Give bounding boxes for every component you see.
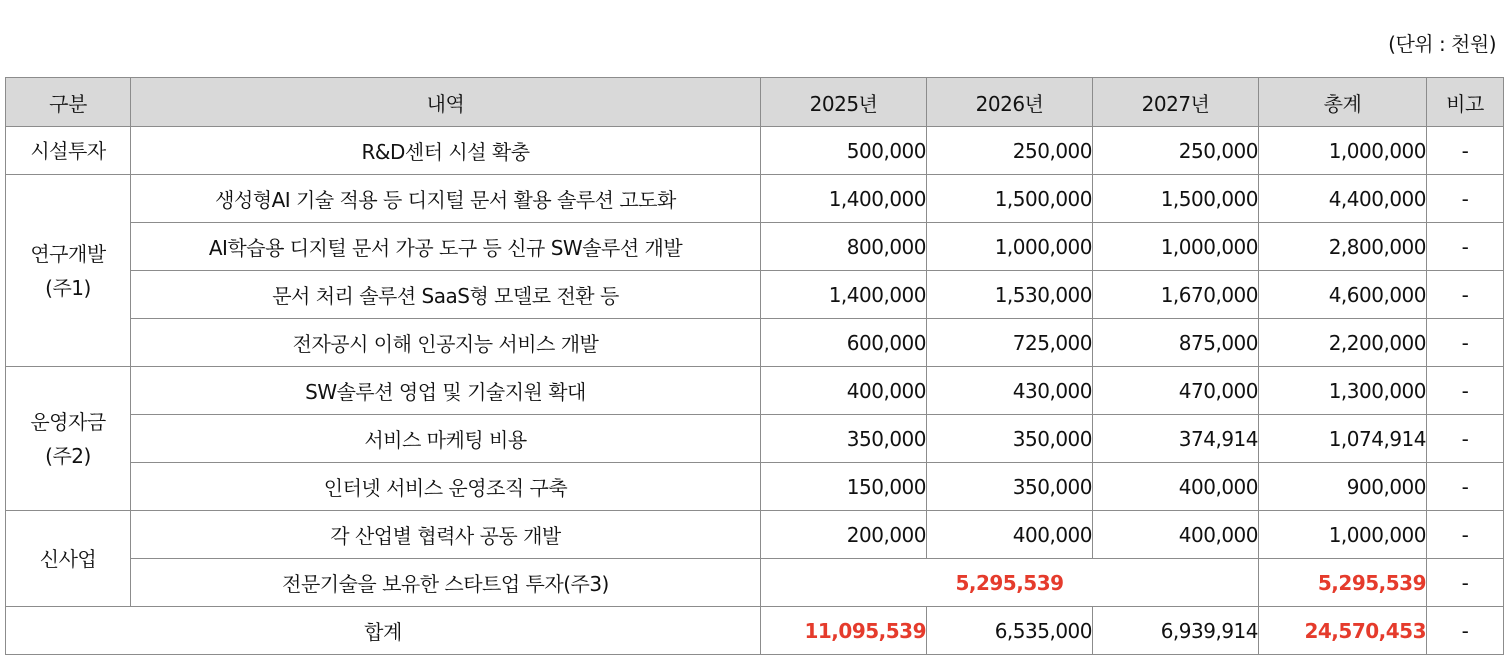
row-2026: 400,000 (927, 511, 1093, 559)
header-total: 총계 (1259, 78, 1427, 127)
sum-remark: - (1427, 607, 1504, 655)
table-row (6, 415, 1504, 463)
row-detail: AI학습용 디지털 문서 가공 도구 등 신규 SW솔루션 개발 (131, 223, 761, 271)
row-total: 2,200,000 (1259, 319, 1427, 367)
row-total: 4,400,000 (1259, 175, 1427, 223)
row-total: 1,300,000 (1259, 367, 1427, 415)
table-row (6, 511, 1504, 559)
row-2027: 400,000 (1093, 463, 1259, 511)
row-2026: 250,000 (927, 127, 1093, 175)
row-2026: 430,000 (927, 367, 1093, 415)
row-remark: - (1427, 415, 1504, 463)
row-detail: SW솔루션 영업 및 기술지원 확대 (131, 367, 761, 415)
row-remark: - (1427, 511, 1504, 559)
row-remark: - (1427, 319, 1504, 367)
category-facility: 시설투자 (6, 127, 131, 175)
table-row (6, 223, 1504, 271)
row-2026: 1,000,000 (927, 223, 1093, 271)
row-total: 4,600,000 (1259, 271, 1427, 319)
row-2027: 875,000 (1093, 319, 1259, 367)
table-row (6, 367, 1504, 415)
row-detail: 문서 처리 솔루션 SaaS형 모델로 전환 등 (131, 271, 761, 319)
row-detail: R&D센터 시설 확충 (131, 127, 761, 175)
row-remark: - (1427, 271, 1504, 319)
header-2025: 2025년 (761, 78, 927, 127)
startup-merged-value: 5,295,539 (761, 559, 1259, 607)
row-2027: 470,000 (1093, 367, 1259, 415)
row-2025: 200,000 (761, 511, 927, 559)
table-row (6, 463, 1504, 511)
category-rnd: 연구개발 (주1) (6, 175, 131, 367)
header-detail: 내역 (131, 78, 761, 127)
row-2027: 400,000 (1093, 511, 1259, 559)
row-2026: 1,500,000 (927, 175, 1093, 223)
row-total: 5,295,539 (1259, 559, 1427, 607)
header-2026: 2026년 (927, 78, 1093, 127)
row-2025: 400,000 (761, 367, 927, 415)
sum-row (6, 607, 1504, 655)
category-operating: 운영자금 (주2) (6, 367, 131, 511)
table-row (6, 127, 1504, 175)
table-row (6, 271, 1504, 319)
row-2026: 725,000 (927, 319, 1093, 367)
row-detail: 인터넷 서비스 운영조직 구축 (131, 463, 761, 511)
row-2025: 600,000 (761, 319, 927, 367)
table-row (6, 319, 1504, 367)
header-remark: 비고 (1427, 78, 1504, 127)
row-2027: 1,000,000 (1093, 223, 1259, 271)
header-row (6, 78, 1504, 127)
row-2025: 500,000 (761, 127, 927, 175)
row-2026: 350,000 (927, 463, 1093, 511)
sum-2025: 11,095,539 (761, 607, 927, 655)
row-detail: 서비스 마케팅 비용 (131, 415, 761, 463)
table-row (6, 559, 1504, 607)
sum-label: 합계 (6, 607, 761, 655)
row-2027: 374,914 (1093, 415, 1259, 463)
row-2025: 350,000 (761, 415, 927, 463)
row-2027: 250,000 (1093, 127, 1259, 175)
row-total: 1,000,000 (1259, 511, 1427, 559)
row-2025: 1,400,000 (761, 175, 927, 223)
row-detail: 전자공시 이해 인공지능 서비스 개발 (131, 319, 761, 367)
row-remark: - (1427, 367, 1504, 415)
sum-total: 24,570,453 (1259, 607, 1427, 655)
row-remark: - (1427, 223, 1504, 271)
row-2027: 1,500,000 (1093, 175, 1259, 223)
row-detail: 각 산업별 협력사 공동 개발 (131, 511, 761, 559)
budget-table (5, 77, 1504, 655)
table-row (6, 175, 1504, 223)
sum-2027: 6,939,914 (1093, 607, 1259, 655)
row-total: 1,074,914 (1259, 415, 1427, 463)
header-category: 구분 (6, 78, 131, 127)
row-remark: - (1427, 559, 1504, 607)
row-2025: 800,000 (761, 223, 927, 271)
row-total: 900,000 (1259, 463, 1427, 511)
row-2025: 1,400,000 (761, 271, 927, 319)
row-remark: - (1427, 127, 1504, 175)
sum-2026: 6,535,000 (927, 607, 1093, 655)
row-2025: 150,000 (761, 463, 927, 511)
row-detail: 생성형AI 기술 적용 등 디지털 문서 활용 솔루션 고도화 (131, 175, 761, 223)
header-2027: 2027년 (1093, 78, 1259, 127)
row-remark: - (1427, 175, 1504, 223)
unit-note: (단위 : 천원) (1388, 32, 1496, 56)
row-2026: 1,530,000 (927, 271, 1093, 319)
row-remark: - (1427, 463, 1504, 511)
row-detail: 전문기술을 보유한 스타트업 투자(주3) (131, 559, 761, 607)
row-2027: 1,670,000 (1093, 271, 1259, 319)
category-new-business: 신사업 (6, 511, 131, 607)
row-2026: 350,000 (927, 415, 1093, 463)
row-total: 1,000,000 (1259, 127, 1427, 175)
row-total: 2,800,000 (1259, 223, 1427, 271)
